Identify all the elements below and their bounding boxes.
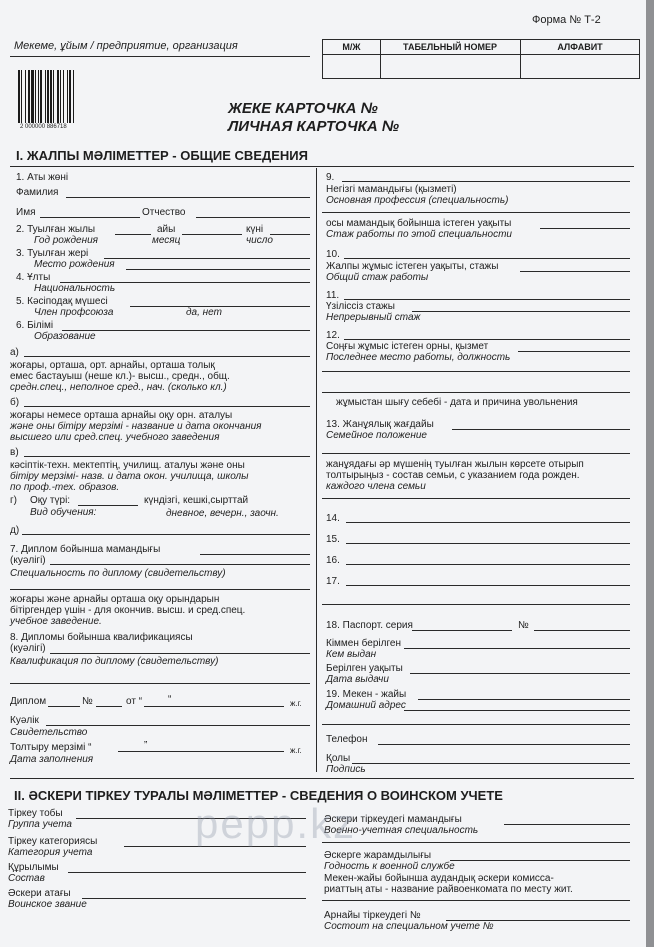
- signature-label-ru: Подпись: [326, 764, 366, 775]
- fill-date-year-abbr: ж.г.: [290, 746, 302, 755]
- diploma-spec-line-2[interactable]: [50, 564, 310, 565]
- edu-a-text-3: средн.спец., неполное сред., нач. (сколько кл.): [10, 382, 227, 393]
- education-line[interactable]: [62, 330, 310, 331]
- yes-no-label: да, нет: [186, 307, 222, 318]
- spec-exp-label-ru: Стаж работы по этой специальности: [326, 229, 512, 240]
- edu-a-text-2: емес бастауыш (неше кл.)- высш., средн., общ.: [10, 371, 230, 382]
- diploma-spec-label-kz-2: (куәлігі): [10, 555, 46, 566]
- birth-year-label-ru: Год рождения: [34, 235, 99, 246]
- organization-label: Мекеме, ұйым / предприятие, организация: [14, 40, 238, 52]
- item15-number: 15.: [326, 534, 340, 545]
- cont-exp-label-kz: Үзіліссіз стажы: [326, 301, 395, 312]
- organization-line[interactable]: [10, 56, 310, 57]
- edu-d-line[interactable]: [22, 534, 310, 535]
- main-prof-label-kz: Негізгі мамандығы (қызметі): [326, 184, 457, 195]
- first-name-label: Имя: [16, 207, 36, 218]
- month-label-ru: месяц: [152, 235, 181, 246]
- rank-line[interactable]: [82, 898, 306, 899]
- passport-number-line[interactable]: [534, 630, 630, 631]
- last-job-line-2[interactable]: [322, 371, 630, 372]
- qualification-label-kz: 8. Дипломы бойынша квалификациясы: [10, 632, 193, 643]
- nationality-label-kz: 4. Ұлты: [16, 272, 51, 283]
- special-reg-label-kz: Арнайы тіркеудегі №: [324, 910, 421, 921]
- members-text-2: толтырыңыз - состав семьи, с указанием года рожден.: [326, 470, 580, 481]
- edu-v-text-3: по проф.-тех. образов.: [10, 482, 120, 493]
- vus-label-ru: Военно-учетная специальность: [324, 825, 479, 836]
- edu-v-marker: в): [10, 447, 19, 458]
- phone-line[interactable]: [378, 744, 630, 745]
- patronymic-label: Отчество: [142, 207, 186, 218]
- surname-label: Фамилия: [16, 187, 59, 198]
- family-label-ru: Семейное положение: [326, 430, 427, 441]
- diploma-spec-label-kz: 7. Диплом бойынша мамандығы: [10, 544, 161, 555]
- qualification-line[interactable]: [50, 653, 310, 654]
- day-label-ru: число: [246, 235, 273, 246]
- birth-month-line[interactable]: [182, 234, 242, 235]
- fitness-line[interactable]: [450, 860, 630, 861]
- section2-title: II. ӘСКЕРИ ТІРКЕУ ТУРАЛЫ МӘЛІМЕТТЕР - СВЕДЕНИЯ О ВОИНСКОМ УЧЕТЕ: [14, 788, 503, 803]
- rvk-text-2: риаттың аты - название райвоенкомата по месту жит.: [324, 884, 573, 895]
- graduates-text-1: жоғары және арнайы орташа оқу орындарын: [10, 594, 220, 605]
- edu-b-marker: б): [10, 397, 20, 408]
- birthplace-label-kz: 3. Туылған жері: [16, 248, 89, 259]
- family-label-kz: 13. Жанұялық жағдайы: [326, 419, 434, 430]
- first-name-line[interactable]: [40, 217, 140, 218]
- group-label-kz: Тіркеу тобы: [8, 808, 63, 819]
- passport-series-line[interactable]: [412, 630, 512, 631]
- diploma-quote: “: [168, 694, 172, 705]
- issued-by-line[interactable]: [404, 648, 630, 649]
- fill-date-line[interactable]: [118, 751, 284, 752]
- graduates-text-3: учебное заведение.: [10, 616, 102, 627]
- address-line-3[interactable]: [322, 724, 630, 725]
- birth-day-line[interactable]: [270, 234, 310, 235]
- item9-line[interactable]: [342, 181, 630, 182]
- members-line[interactable]: [322, 498, 630, 499]
- certificate-line[interactable]: [46, 725, 310, 726]
- address-label-ru: Домашний адрес: [326, 700, 406, 711]
- edu-b-text-1: жоғары немесе орташа арнайы оқу орн. аталуы: [10, 410, 233, 421]
- edu-v-text-2: бітіру мерзімі- назв. и дата окон. училища, школы: [10, 471, 249, 482]
- study-form-line[interactable]: [78, 505, 138, 506]
- study-form-options-ru: дневное, вечерн., заочн.: [166, 508, 279, 519]
- total-exp-label-ru: Общий стаж работы: [326, 272, 429, 283]
- item17-line[interactable]: [346, 585, 630, 586]
- education-label-ru: Образование: [34, 331, 96, 342]
- staff-line[interactable]: [68, 872, 306, 873]
- cont-exp-line[interactable]: [412, 311, 630, 312]
- edu-d-marker: д): [10, 525, 20, 536]
- diploma-number-line[interactable]: [96, 706, 122, 707]
- spec-exp-label-kz: осы мамандық бойынша істеген уақыты: [326, 218, 512, 229]
- graduates-text-2: бітіргендер үшін - для окончив. высш. и сред.спец.: [10, 605, 246, 616]
- code-header-tabnum: ТАБЕЛЬНЫЙ НОМЕР: [380, 40, 520, 55]
- code-header-alphabet: АЛФАВИТ: [521, 40, 639, 55]
- title-kz: ЖЕКЕ КАРТОЧКА №: [228, 100, 378, 117]
- total-exp-label-kz: Жалпы жұмыс істеген уақыты, стажы: [326, 261, 499, 272]
- study-form-options-kz: күндізгі, кешкі,сырттай: [144, 495, 249, 506]
- item11-line[interactable]: [344, 299, 630, 300]
- item10-number: 10.: [326, 249, 340, 260]
- study-form-label-ru: Вид обучения:: [30, 507, 97, 518]
- edu-a-text-1: жоғары, орташа, орт. арнайы, орташа толық: [10, 360, 215, 371]
- dismissal-line[interactable]: [322, 392, 630, 393]
- diploma-series-line[interactable]: [48, 706, 80, 707]
- study-form-label-kz: Оқу түрі:: [30, 495, 71, 506]
- column-divider: [316, 168, 317, 772]
- diploma-from-label: от “: [126, 696, 143, 707]
- signature-label-kz: Қолы: [326, 753, 351, 764]
- section1-rule: [10, 166, 634, 167]
- group-label-ru: Группа учета: [8, 819, 72, 830]
- total-exp-line[interactable]: [520, 271, 630, 272]
- passport-label: 18. Паспорт. серия: [326, 620, 413, 631]
- signature-line[interactable]: [352, 763, 630, 764]
- watermark: pepp.kz: [195, 800, 357, 847]
- code-header-sex: М/Ж: [323, 40, 380, 55]
- diploma-label: Диплом: [10, 696, 47, 707]
- last-job-label-kz: Соңғы жұмыс істеген орны, қызмет: [326, 341, 489, 352]
- passport-number-sign: №: [518, 620, 529, 631]
- item15-line[interactable]: [346, 543, 630, 544]
- item12-line[interactable]: [344, 339, 630, 340]
- qualification-line-2[interactable]: [10, 683, 310, 684]
- edu-b-text-2: және оны бітіру мерзімі - название и дата окончания: [10, 421, 262, 432]
- edu-b-text-3: высшего или сред.спец. учебного заведения: [10, 432, 220, 443]
- edu-a-marker: а): [10, 347, 19, 358]
- diploma-date-line[interactable]: [144, 706, 284, 707]
- day-label-kz: күні: [246, 224, 264, 235]
- item9-number: 9.: [326, 172, 335, 183]
- education-label-kz: 6. Білімі: [16, 320, 54, 331]
- issued-date-line[interactable]: [410, 673, 630, 674]
- union-label-ru: Член профсоюза: [34, 307, 114, 318]
- vus-line-2[interactable]: [322, 842, 630, 843]
- patronymic-line[interactable]: [196, 217, 310, 218]
- barcode: [18, 70, 108, 123]
- rvk-text-1: Мекен-жайы бойынша аудандық әскери комисса-: [324, 873, 554, 884]
- main-prof-line[interactable]: [322, 212, 630, 213]
- rank-label-ru: Воинское звание: [8, 899, 87, 910]
- certificate-label-kz: Куәлік: [10, 715, 39, 726]
- diploma-year-abbr: ж.г.: [290, 699, 302, 708]
- category-label-ru: Категория учета: [8, 847, 93, 858]
- birth-label-kz: 2. Туылған жылы: [16, 224, 96, 235]
- rvk-line[interactable]: [322, 900, 630, 901]
- item10-line[interactable]: [344, 258, 630, 259]
- fill-date-label-ru: Дата заполнения: [10, 754, 94, 765]
- issued-by-label-ru: Кем выдан: [326, 649, 377, 660]
- edu-v-text-1: кәсіптік-техн. мектептің, училищ. аталуы және оны: [10, 460, 245, 471]
- surname-line[interactable]: [66, 197, 310, 198]
- address-line-2[interactable]: [404, 710, 630, 711]
- main-prof-label-ru: Основная профессия (специальность): [326, 195, 509, 206]
- family-line-2[interactable]: [322, 453, 630, 454]
- birth-year-line[interactable]: [115, 234, 151, 235]
- birthplace-line[interactable]: [104, 258, 310, 259]
- family-line[interactable]: [452, 429, 630, 430]
- item17-number: 17.: [326, 576, 340, 587]
- nationality-label-ru: Национальность: [34, 283, 116, 294]
- staff-label-kz: Құрылымы: [8, 862, 59, 873]
- fitness-label-ru: Годность к военной службе: [324, 861, 455, 872]
- rank-label-kz: Әскери атағы: [8, 888, 71, 899]
- vus-label-kz: Әскери тіркеудегі мамандығы: [324, 814, 462, 825]
- special-reg-label-ru: Состоит на специальном учете №: [324, 921, 494, 932]
- section2-rule: [10, 778, 634, 779]
- diploma-spec-line[interactable]: [200, 554, 310, 555]
- item16-line[interactable]: [346, 564, 630, 565]
- birthplace-label-ru: Место рождения: [34, 259, 115, 270]
- month-label-kz: айы: [157, 224, 176, 235]
- members-text-1: жанұядағы әр мүшенің туылған жылын көрсете отырып: [326, 459, 584, 470]
- fitness-label-kz: Әскерге жарамдылығы: [324, 850, 432, 861]
- last-job-line[interactable]: [518, 351, 630, 352]
- dismissal-label: жұмыстан шығу себебі - дата и причина увольнения: [336, 397, 578, 408]
- diploma-spec-label-ru: Специальность по диплому (свидетельству): [10, 568, 226, 579]
- title-ru: ЛИЧНАЯ КАРТОЧКА №: [228, 118, 400, 135]
- address-line[interactable]: [418, 699, 630, 700]
- fill-date-label-kz: Толтыру мерзімі “: [10, 742, 92, 753]
- address-label-kz: 19. Мекен - жайы: [326, 689, 407, 700]
- item14-line[interactable]: [346, 522, 630, 523]
- barcode-number: 2 000000 886718: [20, 124, 67, 130]
- diploma-spec-line-3[interactable]: [10, 589, 310, 590]
- item14-number: 14.: [326, 513, 340, 524]
- item17-line-2[interactable]: [322, 604, 630, 605]
- item11-number: 11.: [326, 290, 340, 301]
- section1-title: I. ЖАЛПЫ МӘЛІМЕТТЕР - ОБЩИЕ СВЕДЕНИЯ: [16, 148, 308, 163]
- edu-a-line[interactable]: [24, 356, 310, 357]
- vus-line[interactable]: [504, 824, 630, 825]
- item16-number: 16.: [326, 555, 340, 566]
- cont-exp-label-ru: Непрерывный стаж: [326, 312, 421, 323]
- diploma-number-sign: №: [82, 696, 93, 707]
- spec-exp-line[interactable]: [540, 228, 630, 229]
- name-label-kz: 1. Аты жөні: [16, 172, 69, 183]
- fill-date-quote: ”: [144, 740, 148, 751]
- qualification-label-kz-2: (куәлігі): [10, 643, 46, 654]
- staff-label-ru: Состав: [8, 873, 45, 884]
- last-job-label-ru: Последнее место работы, должность: [326, 352, 511, 363]
- edu-v-line[interactable]: [24, 456, 310, 457]
- edu-b-line[interactable]: [24, 406, 310, 407]
- members-text-3: каждого члена семьи: [326, 481, 426, 492]
- union-label-kz: 5. Кәсіподақ мүшесі: [16, 296, 108, 307]
- category-label-kz: Тіркеу категориясы: [8, 836, 98, 847]
- certificate-label-ru: Свидетельство: [10, 727, 88, 738]
- issued-date-label-kz: Берілген уақыты: [326, 663, 403, 674]
- form-number: Форма № Т-2: [532, 14, 601, 26]
- codes-table: [322, 39, 640, 79]
- phone-label: Телефон: [326, 734, 368, 745]
- issued-date-label-ru: Дата выдачи: [326, 674, 389, 685]
- birthplace-line-2[interactable]: [126, 269, 310, 270]
- qualification-label-ru: Квалификация по диплому (свидетельству): [10, 656, 219, 667]
- issued-by-label-kz: Кіммен берілген: [326, 638, 401, 649]
- edu-g-marker: г): [10, 495, 17, 506]
- item12-number: 12.: [326, 330, 340, 341]
